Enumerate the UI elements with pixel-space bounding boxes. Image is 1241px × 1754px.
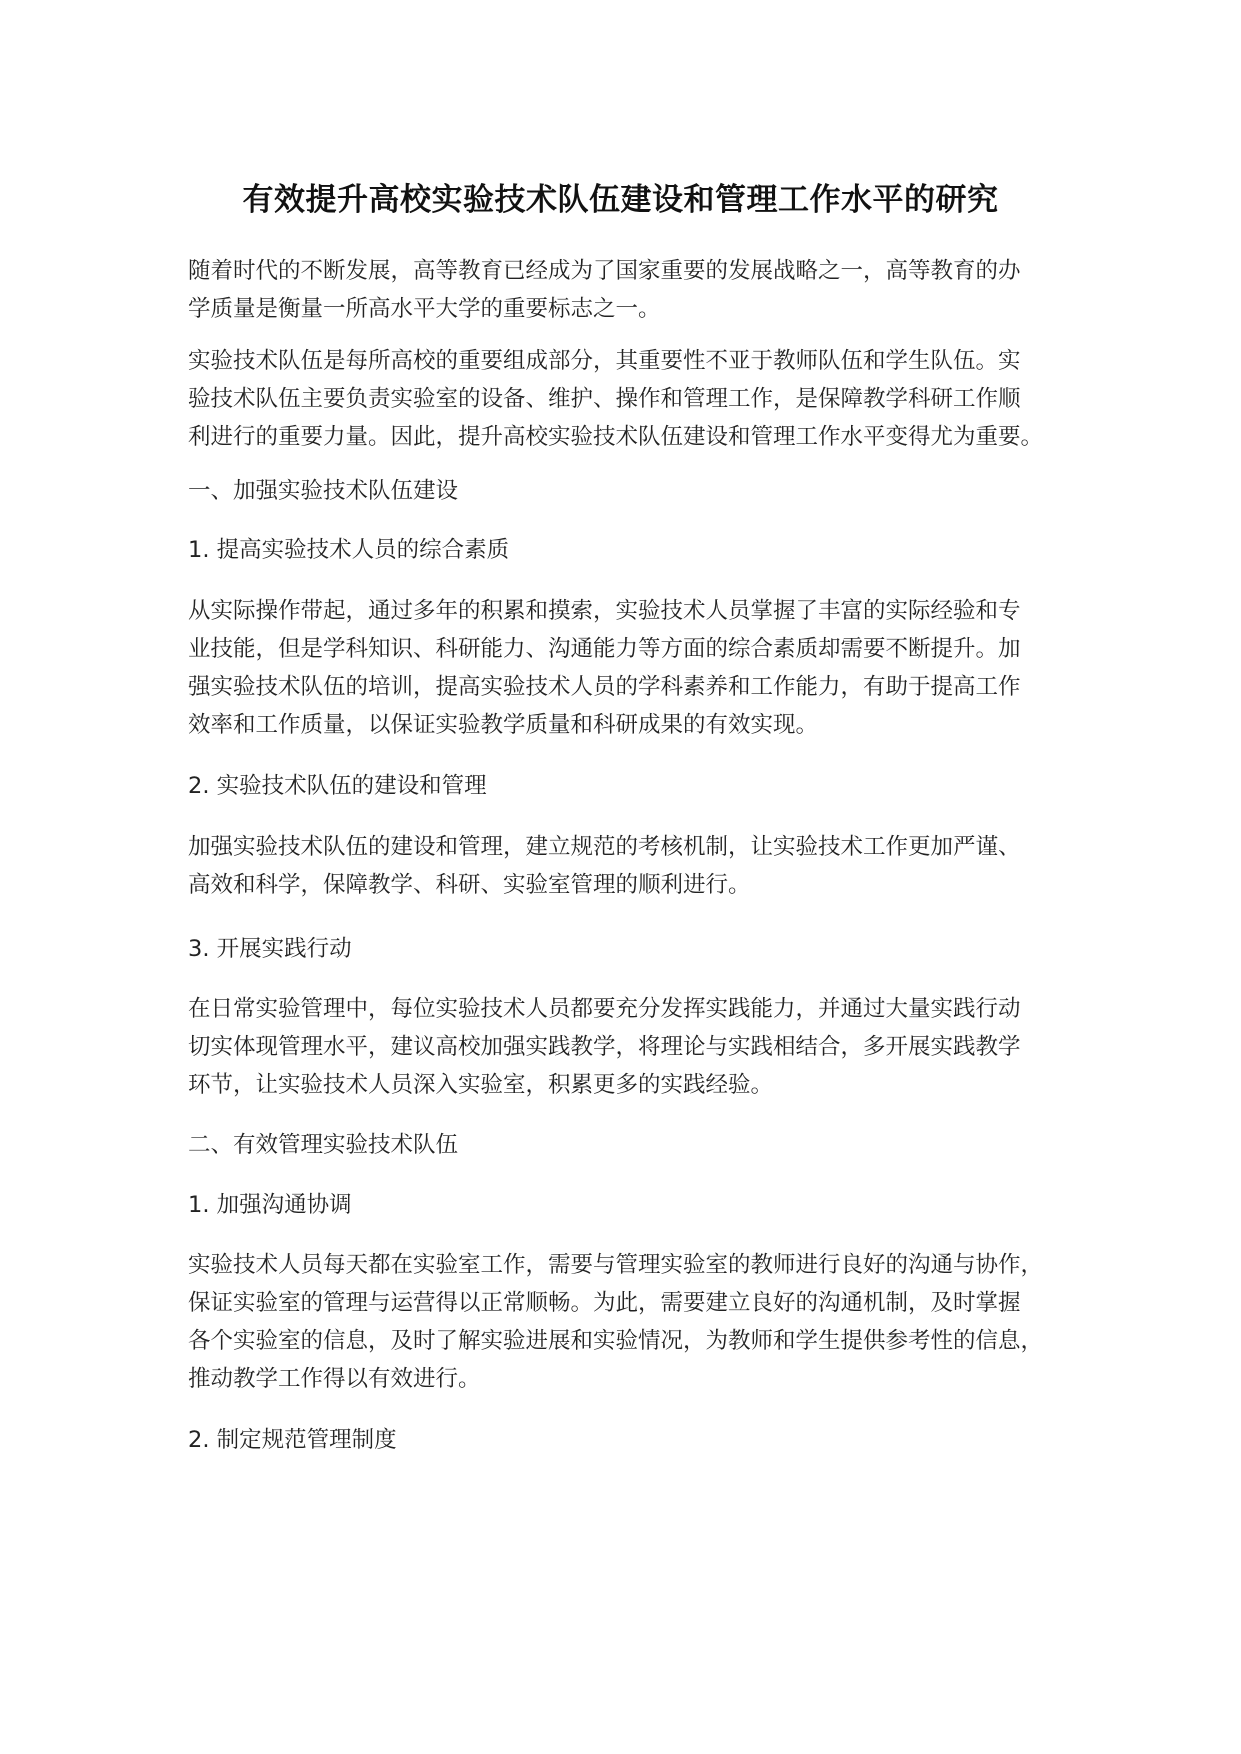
paragraph-line: 高效和科学，保障教学、科研、实验室管理的顺利进行。 (188, 872, 751, 898)
section-heading-1: 一、加强实验技术队伍建设 (188, 478, 459, 504)
subsection-heading-2-2: 2. 制定规范管理制度 (188, 1427, 397, 1453)
paragraph-1-1 (188, 592, 1088, 744)
subsection-heading-1-3: 3. 开展实践行动 (188, 936, 352, 962)
intro-paragraph-2 (188, 342, 1088, 456)
subsection-heading-2-1: 1. 加强沟通协调 (188, 1192, 352, 1218)
paragraph-line: 利进行的重要力量。因此，提升高校实验技术队伍建设和管理工作水平变得尤为重要。 (188, 424, 1044, 450)
paragraph-line: 各个实验室的信息，及时了解实验进展和实验情况，为教师和学生提供参考性的信息， (188, 1328, 1044, 1354)
paragraph-line: 从实际操作带起，通过多年的积累和摸索，实验技术人员掌握了丰富的实际经验和专 (188, 598, 1021, 624)
paragraph-1-2 (188, 828, 1088, 904)
paragraph-line: 业技能，但是学科知识、科研能力、沟通能力等方面的综合素质却需要不断提升。加 (188, 636, 1021, 662)
paragraph-line: 在日常实验管理中，每位实验技术人员都要充分发挥实践能力，并通过大量实践行动 (188, 996, 1021, 1022)
paragraph-line: 实验技术人员每天都在实验室工作，需要与管理实验室的教师进行良好的沟通与协作， (188, 1252, 1044, 1278)
document-title: 有效提升高校实验技术队伍建设和管理工作水平的研究 (242, 182, 999, 218)
paragraph-line: 加强实验技术队伍的建设和管理，建立规范的考核机制，让实验技术工作更加严谨、 (188, 834, 1021, 860)
intro-paragraph-1 (188, 252, 1088, 328)
paragraph-line: 推动教学工作得以有效进行。 (188, 1366, 481, 1392)
subsection-heading-1-2: 2. 实验技术队伍的建设和管理 (188, 773, 487, 799)
paragraph-line: 实验技术队伍是每所高校的重要组成部分，其重要性不亚于教师队伍和学生队伍。实 (188, 348, 1021, 374)
paragraph-line: 环节，让实验技术人员深入实验室，积累更多的实践经验。 (188, 1072, 774, 1098)
paragraph-line: 保证实验室的管理与运营得以正常顺畅。为此，需要建立良好的沟通机制，及时掌握 (188, 1290, 1021, 1316)
paragraph-1-3 (188, 990, 1088, 1104)
subsection-heading-1-1: 1. 提高实验技术人员的综合素质 (188, 537, 510, 563)
paragraph-line: 验技术队伍主要负责实验室的设备、维护、操作和管理工作，是保障教学科研工作顺 (188, 386, 1021, 412)
paragraph-line: 强实验技术队伍的培训，提高实验技术人员的学科素养和工作能力，有助于提高工作 (188, 674, 1021, 700)
paragraph-line: 效率和工作质量，以保证实验教学质量和科研成果的有效实现。 (188, 712, 819, 738)
paragraph-line: 随着时代的不断发展，高等教育已经成为了国家重要的发展战略之一，高等教育的办 (188, 258, 1021, 284)
paragraph-line: 学质量是衡量一所高水平大学的重要标志之一。 (188, 296, 661, 322)
paragraph-2-1 (188, 1246, 1088, 1398)
section-heading-2: 二、有效管理实验技术队伍 (188, 1132, 459, 1158)
paragraph-line: 切实体现管理水平，建议高校加强实践教学，将理论与实践相结合，多开展实践教学 (188, 1034, 1021, 1060)
